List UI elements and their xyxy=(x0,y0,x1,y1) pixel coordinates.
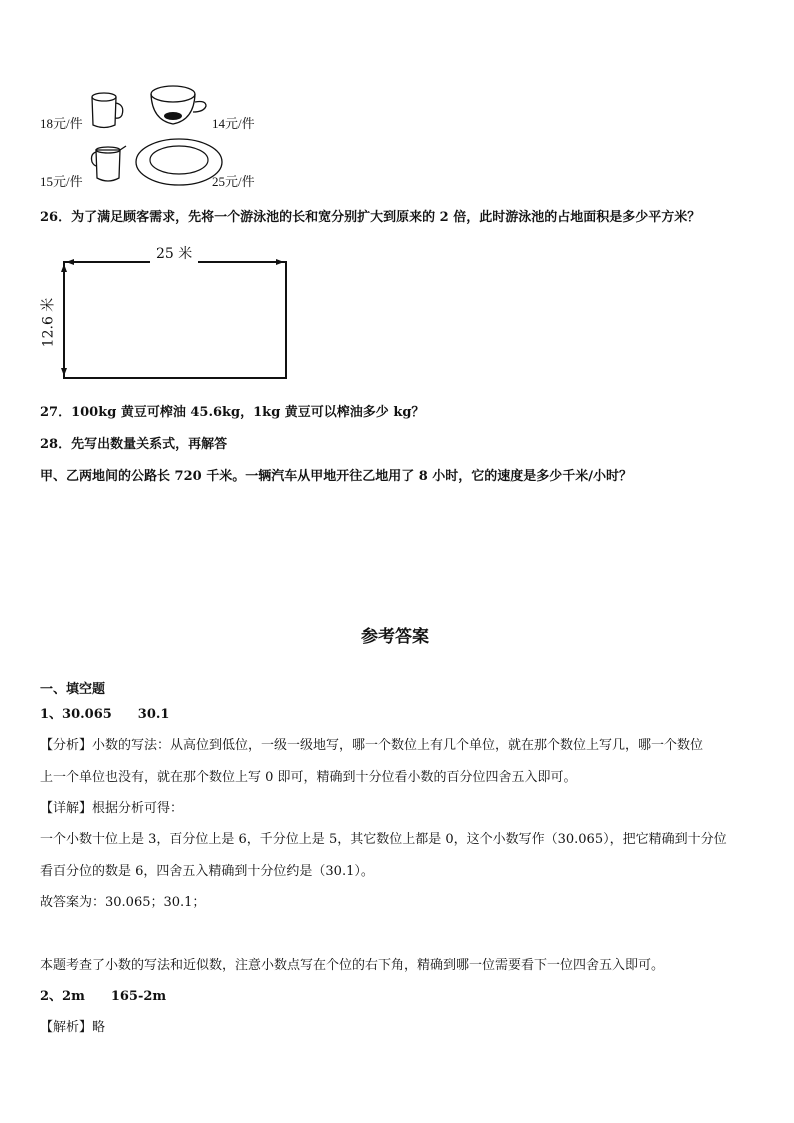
answer-1-analysis-line2: 上一个单位也没有，就在那个数位上写 0 即可，精确到十分位看小数的百分位四舍五入即可。 xyxy=(40,770,577,785)
question-26: 26．为了满足顾客需求，先将一个游泳池的长和宽分别扩大到原来的 2 倍，此时游泳池的占地面积是多少平方米？ xyxy=(40,210,701,225)
bowl-icon xyxy=(148,84,210,130)
question-28-body: 甲、乙两地间的公路长 720 千米。一辆汽车从甲地开往乙地用了 8 小时，它的速度是多少千米/小时？ xyxy=(40,469,633,484)
answer-1-label: 1、30.065 30.1 xyxy=(40,707,170,722)
cup-icon xyxy=(88,88,128,132)
pool-diagram xyxy=(40,244,300,384)
answer-1-detail-line1: 一个小数十位上是 3，百分位上是 6，千分位上是 5，其它数位上都是 0，这个小数写作（30.065），把它精确到十分位 xyxy=(40,832,727,847)
answer-1-summary: 本题考查了小数的写法和近似数，注意小数点写在个位的右下角，精确到哪一位需要看下一位四舍五入即可。 xyxy=(40,958,665,973)
answer-1-detail-line2: 看百分位的数是 6，四舍五入精确到十分位约是（30.1）。 xyxy=(40,864,374,879)
answer-2-label: 2、2m 165-2m xyxy=(40,989,167,1004)
question-28: 28．先写出数量关系式，再解答 xyxy=(40,437,228,452)
pitcher-icon xyxy=(86,142,128,186)
answer-2-analysis: 【解析】略 xyxy=(40,1020,106,1035)
plate-price: 25元/件 xyxy=(212,174,255,189)
answer-1-analysis-line1: 【分析】小数的写法：从高位到低位，一级一级地写，哪一个数位上有几个单位，就在那个数位上写几，哪一个数位 xyxy=(40,738,704,753)
pitcher-price: 15元/件 xyxy=(40,174,83,189)
pool-width-label: 12.6 米 xyxy=(40,297,57,348)
pool-length-label: 25 米 xyxy=(150,246,198,263)
question-27: 27．100kg 黄豆可榨油 45.6kg，1kg 黄豆可以榨油多少 kg？ xyxy=(40,405,425,420)
answers-section: 一、填空题 xyxy=(40,682,106,697)
answer-1-result: 故答案为：30.065；30.1； xyxy=(40,895,206,910)
bowl-price: 14元/件 xyxy=(212,116,255,131)
answers-title: 参考答案 xyxy=(361,627,429,647)
cup-price: 18元/件 xyxy=(40,116,83,131)
answer-1-detail-heading: 【详解】根据分析可得： xyxy=(40,801,184,816)
